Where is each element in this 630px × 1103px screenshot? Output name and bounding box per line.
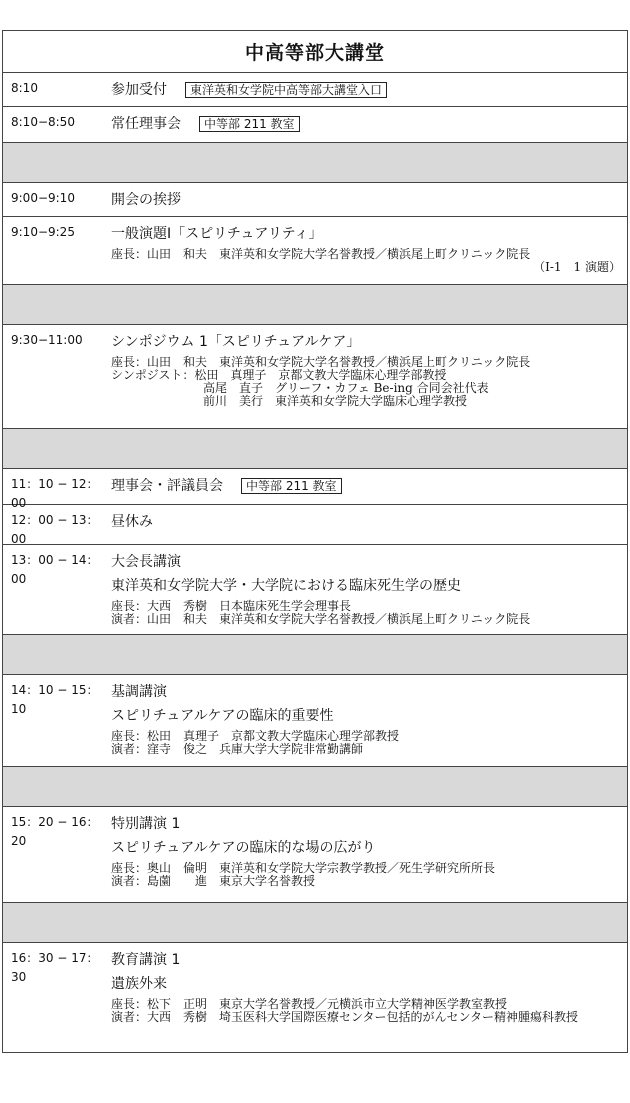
session-content xyxy=(111,943,627,1024)
session-title: 参加受付 xyxy=(111,82,167,98)
speaker-lines xyxy=(111,862,621,888)
speaker-line: 演者：窪寺 俊之 兵庫大学大学院非常勤講師 xyxy=(111,742,364,756)
session-title: 基調講演 xyxy=(111,684,167,700)
session-content xyxy=(111,545,627,626)
session-title: 特別講演 1 xyxy=(111,816,181,832)
lecture-title: スピリチュアルケアの臨床的な場の広がり xyxy=(111,840,376,856)
break-row xyxy=(2,767,628,807)
lecture-title: 東洋英和女学院大学・大学院における臨床死生学の歴史 xyxy=(111,578,461,594)
session-heading xyxy=(111,80,621,100)
session-heading xyxy=(111,682,621,702)
session-title: 一般演題Ⅰ「スピリチュアリティ」 xyxy=(111,226,323,242)
schedule-row xyxy=(2,545,628,635)
break-row xyxy=(2,429,628,469)
location-box: 中等部 211 教室 xyxy=(199,116,300,132)
speaker-lines xyxy=(111,600,621,626)
session-title: シンポジウム 1「スピリチュアルケア」 xyxy=(111,334,361,350)
session-content xyxy=(111,107,627,134)
venue-title: 中高等部大講堂 xyxy=(2,30,628,73)
schedule-row xyxy=(2,107,628,143)
schedule-row xyxy=(2,217,628,285)
session-content xyxy=(111,675,627,756)
session-content xyxy=(111,469,627,496)
location-box: 中等部 211 教室 xyxy=(241,478,342,494)
session-heading xyxy=(111,114,621,134)
speaker-lines xyxy=(111,248,621,274)
schedule-row xyxy=(2,325,628,429)
schedule-row xyxy=(2,807,628,903)
session-time: 16：30 − 17：30 xyxy=(11,951,99,984)
session-content xyxy=(111,807,627,888)
speaker-line: 座長：大西 秀樹 日本臨床死生学会理事長 xyxy=(111,599,352,613)
schedule-row xyxy=(2,675,628,767)
break-row xyxy=(2,635,628,675)
session-heading xyxy=(111,512,621,532)
session-content xyxy=(111,73,627,100)
speaker-line: 座長：松田 真理子 京都文教大学臨床心理学部教授 xyxy=(111,729,400,743)
lecture-title: 遺族外来 xyxy=(111,976,167,992)
session-time: 8:10 xyxy=(11,81,38,95)
session-title: 開会の挨拶 xyxy=(111,192,181,208)
schedule-rows xyxy=(2,73,628,1053)
schedule-row xyxy=(2,469,628,510)
lecture-title: スピリチュアルケアの臨床的重要性 xyxy=(111,708,334,724)
session-time: 11：10 − 12：00 xyxy=(11,477,99,510)
speaker-line: 前川 美行 東洋英和女学院大学臨床心理学教授 xyxy=(203,394,468,408)
session-content xyxy=(111,217,627,274)
speaker-line: 演者：山田 和夫 東洋英和女学院大学名誉教授／横浜尾上町クリニック院長 xyxy=(111,612,531,626)
session-title: 大会長講演 xyxy=(111,554,181,570)
speaker-line: 座長：松下 正明 東京大学名誉教授／元横浜市立大学精神医学教室教授 xyxy=(111,997,508,1011)
session-content xyxy=(111,325,627,408)
speaker-lines xyxy=(111,730,621,756)
speaker-line: （Ⅰ-1 1 演題） xyxy=(533,260,621,274)
speaker-line: シンポジスト：松田 真理子 京都文教大学臨床心理学部教授 xyxy=(111,368,447,382)
break-row xyxy=(2,143,628,183)
speaker-line: 座長：山田 和夫 東洋英和女学院大学名誉教授／横浜尾上町クリニック院長 xyxy=(111,247,531,261)
speaker-line: 座長：山田 和夫 東洋英和女学院大学名誉教授／横浜尾上町クリニック院長 xyxy=(111,355,531,369)
speaker-line: 演者：大西 秀樹 埼玉医科大学国際医療センター包括的がんセンター精神腫瘍科教授 xyxy=(111,1010,579,1024)
location-box: 東洋英和女学院中高等部大講堂入口 xyxy=(185,82,387,98)
session-time: 8:10−8:50 xyxy=(11,115,75,129)
session-time: 15：20 − 16：20 xyxy=(11,815,99,848)
session-heading xyxy=(111,332,621,352)
session-title: 常任理事会 xyxy=(111,116,181,132)
session-heading xyxy=(111,476,621,496)
break-row xyxy=(2,903,628,943)
session-heading xyxy=(111,950,621,970)
speaker-line: 演者：島薗 進 東京大学名誉教授 xyxy=(111,874,316,888)
schedule-row xyxy=(2,943,628,1053)
program-schedule xyxy=(2,30,628,1053)
speaker-line: 座長：奥山 倫明 東洋英和女学院大学宗教学教授／死生学研究所所長 xyxy=(111,861,496,875)
session-time: 9:10−9:25 xyxy=(11,225,75,239)
schedule-row xyxy=(2,505,628,545)
schedule-row xyxy=(2,183,628,217)
session-content xyxy=(111,505,627,532)
session-content xyxy=(111,183,627,210)
session-time: 12：00 − 13：00 xyxy=(11,513,99,546)
speaker-lines xyxy=(111,356,621,408)
session-heading xyxy=(111,224,621,244)
speaker-lines xyxy=(111,998,621,1024)
session-time: 14：10 − 15：10 xyxy=(11,683,99,716)
break-row xyxy=(2,285,628,325)
session-time: 9:00−9:10 xyxy=(11,191,75,205)
schedule-row xyxy=(2,73,628,107)
session-heading xyxy=(111,814,621,834)
session-heading xyxy=(111,190,621,210)
session-title: 教育講演 1 xyxy=(111,952,181,968)
session-time: 13：00 − 14：00 xyxy=(11,553,99,586)
speaker-line: 高尾 直子 グリーフ・カフェ Be-ing 合同会社代表 xyxy=(203,381,489,395)
session-time: 9:30−11:00 xyxy=(11,333,83,347)
session-title: 理事会・評議員会 xyxy=(111,478,223,494)
session-title: 昼休み xyxy=(111,514,153,530)
session-heading xyxy=(111,552,621,572)
